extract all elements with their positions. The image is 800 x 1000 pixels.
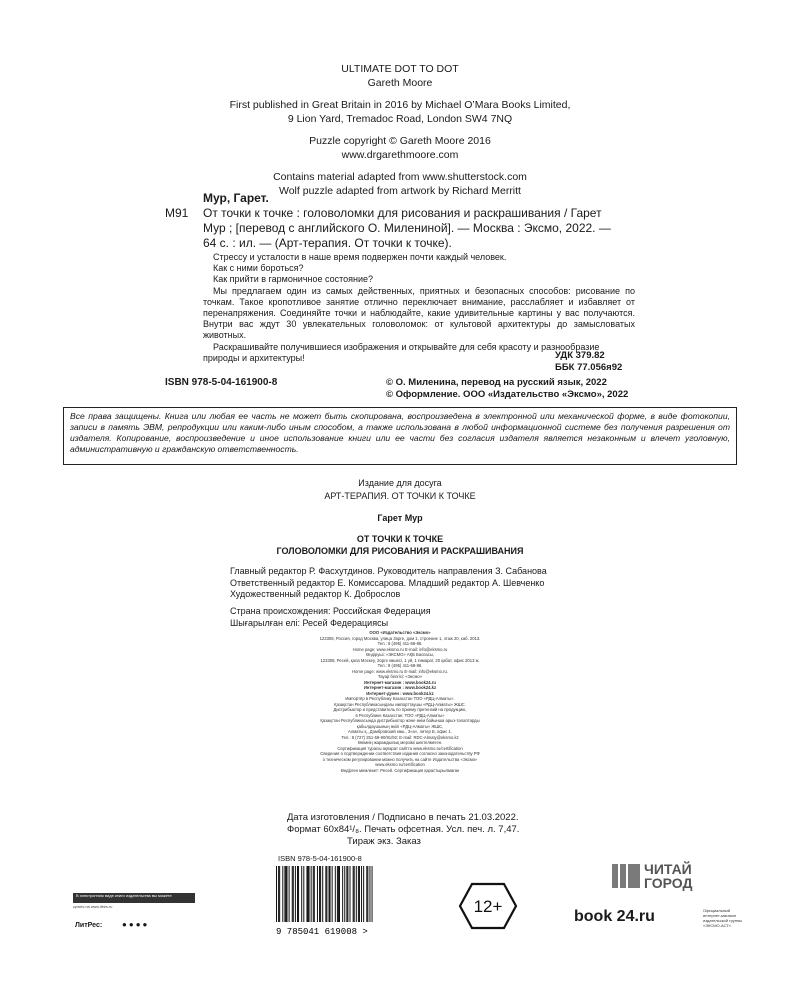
barcode-bar [285,866,286,922]
puzzle-copyright: Puzzle copyright © Gareth Moore 2016 [309,135,491,147]
barcode-bar [347,866,348,922]
barcode-bar [366,866,367,922]
barcode-bar [346,866,347,922]
litres-logo: ЛитРес: [75,922,103,929]
barcode-bar [335,866,336,922]
barcode-bar [292,866,293,922]
barcode-bar [337,866,338,922]
annotation-paragraph: Как с ними бороться? [213,263,304,274]
publisher-detail-line: Қазақстан Республикасындағы импорттаушы «РДЦ-Алматы» ЖШС. [334,701,466,707]
publisher-detail-line: в Республике Казахстан: ТОО «РДЦ-Алматы» [355,712,445,718]
barcode-bar [319,866,320,922]
print-run: Тираж экз. Заказ [347,836,421,847]
barcode-bar [372,866,373,922]
barcode-bar [322,866,323,922]
book24-logo: book 24.ru [574,908,655,925]
publisher-details [270,630,530,773]
barcode-bar [278,866,279,922]
barcode-bar [308,866,309,922]
imprint-title: ОТ ТОЧКИ К ТОЧКЕ [356,534,444,544]
barcode-bar [298,866,299,922]
barcode-bar [363,866,364,922]
design-copyright: © Оформление. ООО «Издательство «Эксмо», 2022 [386,389,629,400]
country-kz: Шығарылған елі: Ресей Федерациясы [230,617,389,628]
publisher-detail-line: Импортёр в Республику Казахстан ТОО «РДЦ-Алматы». [345,696,455,701]
barcode-bar [353,866,354,922]
barcode-bar [330,866,331,922]
barcode-bar [313,866,314,922]
barcode-bar [361,866,362,922]
barcode-bar [317,866,318,922]
barcode-digits: 9 785041 619008 > [276,927,368,936]
barcode-isbn: ISBN 978-5-04-161900-8 [278,854,362,863]
barcode-bar [350,866,351,922]
rights-notice: Все права защищены. Книга или любая ее часть не может быть скопирована, воспроизведена в электронной или механической форме, в виде фотокопии, записи в память ЭВМ, репродукции или каким-либо иным способом, а также использована в любой информационной системе без получения разрешения от издателя. Копирование, воспроизведение и иное использование книги или ее части без согласия издателя является незаконным и влечет уголовную, административную и гражданскую ответственность. [63,407,737,465]
barcode-bar [309,866,310,922]
catalog-author: Мур, Гарет. [203,191,269,205]
catalog-code: М91 [165,206,189,220]
publisher-detail-line: Өндірген мемлекет: Ресей. Сертификация қарастырылмаған [340,767,460,773]
barcode-bar [320,866,321,922]
barcode-bar [367,866,368,922]
android-icon: ● [128,920,136,929]
udk-code: УДК 379.82 [555,350,605,361]
publication-line-1: First published in Great Britain in 2016 by Michael O’Mara Books Limited, [229,99,571,111]
publisher-detail-line: Интернет-магазин : www.book24.kz [363,685,437,690]
country-of-origin [230,606,610,629]
publisher-detail-line: Тел.: 8 (495) 411-68-86. [377,663,423,668]
apple-icon: ● [122,920,129,929]
barcode-bar [344,866,345,922]
publisher-detail-line: Қазақстан Республикасында дистрибьютор және өнім бойынша арыз-талаптарды [320,718,480,723]
publisher-detail-line: Home page: www.eksmo.ru E-mail: info@eksmo.ru [352,646,448,652]
book24-caption: Официальный интернет-магазин издательской группы «ЭКСМО-АСТ» [703,908,742,928]
publisher-detail-line: Алматы қ., Домбровский көш., 3«а», литер Б, офис 1. [348,729,452,734]
print-date: Дата изготовления / Подписано в печать 21.03.2022. [287,812,519,823]
barcode-bar [332,866,333,922]
barcode-bar [326,866,327,922]
age-rating-badge [454,880,522,932]
barcode-bar [325,866,326,922]
barcode-bar [295,866,296,922]
publisher-detail-line: Өнімнің жарамдылық мерзімі шектелмеген. [357,740,443,745]
material-credit-1: Contains material adapted from www.shutterstock.com [273,171,527,183]
english-credits [0,62,800,206]
barcode-bars [276,866,373,922]
catalog-entry-line-2: Мур ; [перевод с английского О. Милениной]. — Москва : Эксмо, 2022. — [203,221,611,235]
barcode-bar [303,866,304,922]
country-ru: Страна происхождения: Российская Федерация [230,606,431,616]
barcode-bar [329,866,330,922]
publisher-detail-line: о техническом регулировании можно получить на сайте Издательства «Эксмо» [322,756,478,762]
series-name: АРТ-ТЕРАПИЯ. ОТ ТОЧКИ К ТОЧКЕ [324,491,476,501]
isbn: ISBN 978-5-04-161900-8 [165,377,278,388]
barcode-bar [338,866,339,922]
ebook-notice-2: купить на www.litres.ru [73,905,113,909]
author-website: www.drgarethmoore.com [341,149,459,161]
editors-line-3: Художественный редактор К. Доброслов [230,589,401,599]
barcode-bar [358,866,359,922]
publisher-detail-line: Интернет-дүкен : www.book24.kz [366,690,434,696]
publisher-detail-line: Тауар белгісі: «Эксмо» [377,674,423,679]
original-author: Gareth Moore [367,77,433,89]
web-icon: ● [142,920,150,929]
publisher-detail-line: Сведения о подтверждении соответствия издания согласно законодательству РФ [320,751,480,756]
annotation [203,252,635,364]
barcode-bar [354,866,355,922]
imprint-author: Гарет Мур [377,513,423,523]
annotation-paragraph: Мы предлагаем один из самых действенных, приятных и безопасных способов: рисование по точкам. Такое кропотливое занятие отлично переключает внимание, расслабляет и избавляет от перенапряжения. Соединяйте точки и наблюдайте, какие удивительные картины у вас получаются. Внутри вас ждут 30 увлекательных головоломок: от культовой архитектуры до замысловатых животных. [203,285,635,341]
publisher-detail-line: Интернет-магазин : www.book24.ru [364,679,436,685]
barcode-bar [276,866,277,922]
ebook-notice: В электронном виде книги издательства вы можете [73,893,195,903]
publisher-detail-line: ООО «Издательство «Эксмо» [369,630,431,635]
editors-line-1: Главный редактор Р. Фасхутдинов. Руководитель направления З. Сабанова [230,566,547,576]
age-rating: 12+ [473,897,503,916]
publisher-detail-line: Тел.: 8 (727) 251-59-90/91/92; E-mail: RDC-Almaty@eksmo.kz [341,734,459,740]
material-credit-2: Wolf puzzle adapted from artwork by Richard Merritt [279,185,521,197]
editors-line-2: Ответственный редактор Е. Комиссарова. Младший редактор А. Шевченко [230,577,545,588]
barcode-bar [297,866,298,922]
catalog-entry [203,206,635,251]
barcode-bar [293,866,294,922]
app-store-icons [122,920,149,929]
gorod-text: ГОРОД [644,875,693,891]
editors [230,566,610,601]
publisher-detail-line: Сертификация туралы ақпарат сайтта www.eksmo.ru/certification [337,745,463,751]
barcode-bar [314,866,315,922]
publisher-detail-line: Өндіруші: «ЭКСМО» АҚБ Баспасы, [365,652,435,657]
translation-copyright: © О. Миленина, перевод на русский язык, 2022 [386,377,607,388]
publisher-detail-line: Тел.: 8 (495) 411-68-86. [377,641,423,646]
publisher-detail-line: Home page: www.eksmo.ru E-mail: info@eksmo.ru. [352,668,448,674]
annotation-paragraph: Как прийти в гармоничное состояние? [213,274,374,285]
annotation-paragraph: Стрессу и усталости в наше время подвержен почти каждый человек. [213,252,507,262]
catalog-entry-line-1: От точки к точке : головоломки для рисования и раскрашивания / Гарет [203,206,602,220]
original-title: ULTIMATE DOT TO DOT [341,63,459,75]
classification-codes [555,350,622,374]
bbk-code: ББК 77.056я92 [555,362,623,373]
barcode-bar [359,866,360,922]
publisher-detail-line: қабылдаушының өкілі «РДЦ-Алматы» ЖШС, [356,723,444,729]
barcode-bar [284,866,285,922]
publisher-detail-line: Дистрибьютор и представитель по приему претензий на продукцию, [333,707,467,712]
print-format: Формат 60x84¹/₈. Печать офсетная. Усл. печ. л. 7,47. [287,824,520,835]
windows-icon: ● [135,920,143,929]
chitai-gorod-icon [612,862,640,890]
barcode-bar [369,866,370,922]
chitai-text: ЧИТАЙ [644,861,692,877]
copyright-notices [386,377,628,401]
publisher-detail-line: 123308, Ресей, қала Мәскеу, Зорге көшесі, 1 үй, 1 ғимарат, 20 қабат, офис 2013 ж. [320,657,480,663]
barcode-bar [301,866,302,922]
catalog-entry-line-3: 64 с. : ил. — (Арт-терапия. От точки к точке). [203,236,452,250]
publisher-detail-line: 123308, Россия, город Москва, улица Зорге, дом 1, строение 1, этаж 20, каб. 2013. [319,635,481,641]
barcode-bar [339,866,340,922]
edition-type: Издание для досуга [358,478,442,488]
barcode [270,866,378,936]
barcode-bar [282,866,283,922]
barcode-bar [279,866,280,922]
barcode-bar [289,866,290,922]
imprint-subtitle: ГОЛОВОЛОМКИ ДЛЯ РИСОВАНИЯ И РАСКРАШИВАНИЯ [276,546,524,556]
barcode-bar [311,866,312,922]
publication-line-2: 9 Lion Yard, Tremadoc Road, London SW4 7NQ [287,113,513,125]
barcode-bar [306,866,307,922]
print-details [287,812,519,848]
barcode-bar [287,866,288,922]
barcode-bar [342,866,343,922]
barcode-bar [356,866,357,922]
publisher-detail-line: www.eksmo.ru/certification [375,762,425,767]
annotation-paragraph: Раскрашивайте получившиеся изображения и открывайте для себя красоту и разнообразие природы и архитектуры! [203,341,600,363]
